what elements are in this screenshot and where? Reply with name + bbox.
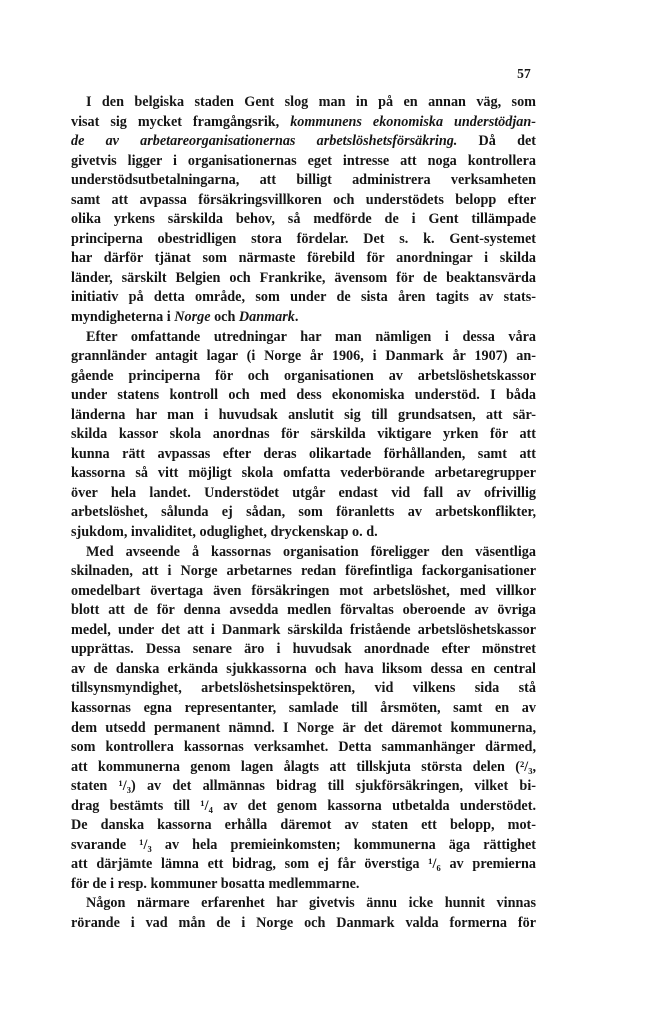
- text-span: grannländer antagit lagar (i Norge år 1906, i Danmark år 1907) an-: [71, 348, 536, 365]
- text-span: skilda kassor skola anordnas för särskilda viktigare yrken för att: [71, 426, 536, 443]
- text-span: medel, under det att i Danmark särskilda fristående arbetslöshetskassor: [71, 621, 536, 638]
- text-line: [71, 582, 536, 602]
- text-span: givetvis ligger i organisationernas eget intresse att noga kontrollera: [71, 152, 536, 169]
- text-line: [71, 269, 536, 289]
- text-line: [71, 464, 536, 484]
- text-line: [71, 836, 536, 856]
- text-span: drag bestämts till ¹/₄ av det genom kassorna utbetalda understödet.: [71, 797, 536, 814]
- text-line: [71, 758, 536, 778]
- text-line: [71, 406, 536, 426]
- text-line: [71, 386, 536, 406]
- text-span: länderna har man i huvudsak anslutit sig till grundsatsen, att sär-: [71, 406, 536, 423]
- text-span: kunna rätt avpassas efter deras olikartade förhållanden, samt att: [71, 445, 536, 462]
- text-line: [71, 601, 536, 621]
- text-span: av de danska erkända sjukkassorna och hava liksom dessa en central: [71, 660, 536, 677]
- italic-text: Danmark: [238, 309, 295, 326]
- text-line: [71, 132, 536, 152]
- text-span: för de i resp. kommuner bosatta medlemmarne.: [71, 875, 360, 892]
- text-line: [71, 308, 536, 328]
- text-span: kassorna så vitt möjligt skola omfatta vederbörande arbetaregrupper: [71, 465, 536, 482]
- text-line: [71, 777, 536, 797]
- text-line: [71, 719, 536, 739]
- text-span: kassornas egna representanter, samlade till årsmöten, samt en av: [71, 699, 536, 716]
- text-span: omedelbart övertaga även försäkringen mot arbetslöshet, med villkor: [71, 582, 536, 599]
- text-span: och: [210, 309, 239, 326]
- text-span: gående principerna för och organisationen av arbetslöshetskassor: [71, 367, 536, 384]
- italic-text: de av arbetareorganisationernas arbetslöshetsförsäkring.: [71, 133, 458, 150]
- text-line: [71, 503, 536, 523]
- italic-text: kommunens ekonomiska understödjan-: [290, 113, 536, 130]
- text-line: [71, 855, 536, 875]
- text-span: tillsynsmyndighet, arbetslöshetsinspektören, vid vilkens sida stå: [71, 680, 536, 697]
- text-line: [71, 640, 536, 660]
- text-span: staten ¹/₃) av det allmännas bidrag till sjukförsäkringen, vilket bi-: [71, 778, 536, 795]
- text-line: [71, 288, 536, 308]
- text-span: understödsutbetalningarna, att billigt administrera verksamheten: [71, 172, 536, 189]
- text-line: [71, 210, 536, 230]
- body-text: [71, 93, 536, 934]
- text-span: över hela landet. Understödet utgår endast vid fall av ofrivillig: [71, 484, 536, 501]
- text-span: myndigheterna i: [71, 309, 175, 326]
- text-line: [71, 191, 536, 211]
- text-span: visat sig mycket framgångsrik,: [71, 113, 291, 130]
- text-span: rörande i vad mån de i Norge och Danmark valda formerna för: [71, 914, 536, 931]
- text-span: arbetslöshet, sålunda ej sådan, som föranletts av arbetskonflikter,: [71, 504, 536, 521]
- text-span: under statens kontroll och med dess ekonomiska understöd. I båda: [71, 387, 536, 404]
- text-span: skilnaden, att i Norge arbetarnes redan förefintliga fackorganisationer: [71, 563, 536, 580]
- text-span: att kommunerna genom lagen ålagts att tillskjuta största delen (²/₃,: [71, 758, 536, 775]
- text-line: [71, 328, 536, 348]
- text-span: blott att de för denna avsedda medlen förvaltas oberoende av övriga: [71, 602, 536, 619]
- text-span: länder, särskilt Belgien och Frankrike, ävensom för de beaktansvärda: [71, 269, 536, 286]
- text-line: [71, 894, 536, 914]
- text-span: har därför tjänat som närmaste förebild för anordningar i skilda: [71, 250, 536, 267]
- text-line: [71, 679, 536, 699]
- text-line: [71, 171, 536, 191]
- text-line: [71, 113, 536, 133]
- text-span: principerna obestridligen stora fördelar. Det s. k. Gent-systemet: [71, 230, 536, 247]
- text-span: dem utsedd permanent nämnd. I Norge är det däremot kommunerna,: [71, 719, 536, 736]
- text-line: [71, 425, 536, 445]
- text-span: att därjämte lämna ett bidrag, som ej får överstiga ¹/₆ av premierna: [71, 856, 536, 873]
- text-span: Då det: [457, 133, 536, 150]
- text-span: .: [294, 309, 299, 326]
- text-span: initiativ på detta område, som under de sista åren tagits av stats-: [71, 289, 536, 306]
- text-line: [71, 367, 536, 387]
- text-line: [71, 816, 536, 836]
- text-line: [71, 699, 536, 719]
- text-span: upprättas. Dessa senare äro i huvudsak anordnade efter mönstret: [71, 641, 536, 658]
- text-line: [71, 797, 536, 817]
- text-span: samt att avpassa försäkringsvillkoren och understödets belopp efter: [71, 191, 536, 208]
- text-line: [71, 621, 536, 641]
- text-line: [71, 738, 536, 758]
- text-line: [71, 875, 536, 895]
- text-span: I den belgiska staden Gent slog man in på en annan väg, som: [86, 94, 536, 110]
- text-line: [71, 484, 536, 504]
- text-line: [71, 249, 536, 269]
- text-line: [71, 660, 536, 680]
- text-span: sjukdom, invaliditet, oduglighet, dryckenskap o. d.: [71, 524, 378, 541]
- text-span: som kontrollera kassornas verksamhet. Detta sammanhänger därmed,: [71, 739, 536, 756]
- text-line: [71, 523, 536, 543]
- text-span: Efter omfattande utredningar har man nämligen i dessa våra: [86, 328, 536, 345]
- text-line: [71, 347, 536, 367]
- text-line: [71, 152, 536, 172]
- text-line: [71, 445, 536, 465]
- page-number: 57: [517, 66, 531, 81]
- text-span: olika yrkens särskilda behov, så medförde de i Gent tillämpade: [71, 211, 536, 228]
- italic-text: Norge: [174, 309, 211, 326]
- text-span: svarande ¹/₃ av hela premieinkomsten; kommunerna äga rättighet: [71, 836, 536, 853]
- text-line: [71, 543, 536, 563]
- text-line: [71, 93, 536, 113]
- text-span: De danska kassorna erhålla däremot av staten ett belopp, mot-: [71, 817, 536, 834]
- text-line: [71, 562, 536, 582]
- text-line: [71, 914, 536, 934]
- text-span: Någon närmare erfarenhet har givetvis ännu icke hunnit vinnas: [86, 895, 536, 912]
- text-span: Med avseende å kassornas organisation föreligger den väsentliga: [86, 543, 536, 560]
- text-line: [71, 230, 536, 250]
